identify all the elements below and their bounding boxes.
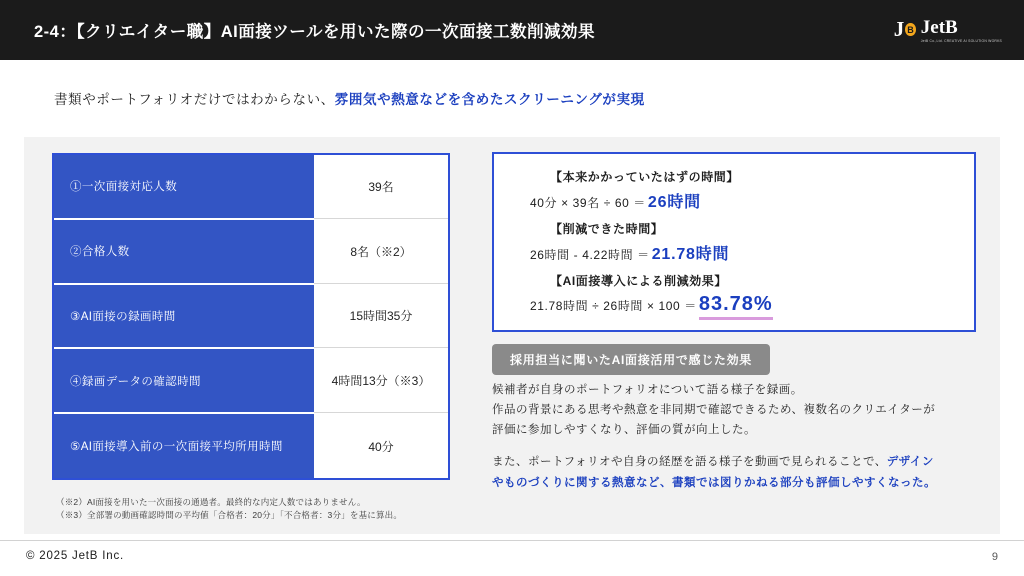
lead-text <box>54 88 645 108</box>
calc-group-line <box>530 241 974 264</box>
logo-subtext: JetB Co.,Ltd. CREATIVE AI SOLUTION WORKS <box>920 39 1002 44</box>
calc-result-highlight: 83.78% <box>699 293 773 320</box>
voice-paragraph-pre: また、ポートフォリオや自身の経歴を語る様子を動画で見られることで、 <box>492 456 887 469</box>
voice-emphasis-2: やものづくりに関する熱意など、書類では図りかねる部分も評価しやすくなった。 <box>492 476 936 489</box>
table-row-label: ④録画データの確認時間 <box>54 349 314 413</box>
voice-paragraph: 作品の背景にある思考や熱意を非同期で確認できるため、複数名のクリエイターが <box>492 404 936 417</box>
calc-expression: 40分 × 39名 ÷ 60 ＝ <box>530 196 646 210</box>
calc-expression: 26時間 - 4.22時間 ＝ <box>530 248 650 262</box>
voice-emphasis-1: デザイン <box>886 456 934 469</box>
jetb-logo <box>894 17 1002 44</box>
calc-expression: 21.78時間 ÷ 26時間 × 100 ＝ <box>530 299 697 313</box>
table-row-label: ⑤AI面接導入前の一次面接平均所用時間 <box>54 414 314 478</box>
table-row <box>54 220 448 285</box>
lead-plain: 書類やポートフォリオだけではわからない、 <box>54 92 335 107</box>
logo-badge-icon: B <box>907 24 914 35</box>
copyright: © 2025 JetB Inc. <box>26 550 124 562</box>
table-row-value: 40分 <box>314 414 448 478</box>
calc-group-line <box>530 189 974 212</box>
table-row-value: 4時間13分（※3） <box>314 349 448 413</box>
table-row-label: ②合格人数 <box>54 220 314 284</box>
calc-group <box>494 272 974 320</box>
voice-text <box>492 380 982 493</box>
footnotes <box>56 496 486 522</box>
voice-paragraph: 候補者が自身のポートフォリオについて語る様子を録画。 <box>492 384 803 396</box>
calc-result: 21.78時間 <box>651 246 730 263</box>
footnote-item: （※2）AI面接を用いた一次面接の通過者。最終的な内定人数ではありません。 <box>56 497 366 507</box>
page-title: 2-4：【クリエイター職】AI面接ツールを用いた際の一次面接工数削減効果 <box>34 23 595 41</box>
table-row-value: 39名 <box>314 155 448 219</box>
table-row-value: 15時間35分 <box>314 285 448 349</box>
calc-group-line <box>530 293 974 320</box>
calc-group-title: 【AI面接導入による削減効果】 <box>550 274 728 288</box>
metrics-table <box>52 153 450 480</box>
lead-highlight: 雰囲気や熱意などを含めたスクリーニングが実現 <box>334 92 645 107</box>
footnote-item: （※3）全部署の動画確認時間の平均値「合格者：20分」「不合格者：3分」を基に算出。 <box>56 510 403 521</box>
slide-header <box>0 0 1024 60</box>
logo-letter: J <box>893 17 905 42</box>
table-row <box>54 285 448 350</box>
lead-band <box>24 78 1000 118</box>
table-row <box>54 155 448 220</box>
table-row-label: ①一次面接対応人数 <box>54 155 314 219</box>
calc-group-title: 【削減できた時間】 <box>550 222 664 236</box>
calculation-box <box>492 152 976 332</box>
table-row <box>54 414 448 478</box>
logo-text: JetB <box>920 16 958 38</box>
voice-paragraph-emphasis <box>492 452 982 472</box>
page-number: 9 <box>991 551 998 563</box>
calc-result: 26時間 <box>647 194 701 211</box>
footer-divider <box>0 540 1024 541</box>
table-row <box>54 349 448 414</box>
voice-paragraph-emphasis-2 <box>492 473 982 493</box>
logo-mark-icon <box>894 17 916 43</box>
voice-spacer <box>492 440 982 452</box>
calc-group-title: 【本来かかっていたはずの時間】 <box>550 170 740 184</box>
table-row-value: 8名（※2） <box>314 220 448 284</box>
calc-group <box>494 220 974 264</box>
table-row-label: ③AI面接の録画時間 <box>54 285 314 349</box>
calc-group <box>494 168 974 212</box>
voice-paragraph: 評価に参加しやすくなり、評価の質が向上した。 <box>492 424 756 437</box>
status-badge: 採用担当に聞いたAI面接活用で感じた効果 <box>492 344 770 375</box>
